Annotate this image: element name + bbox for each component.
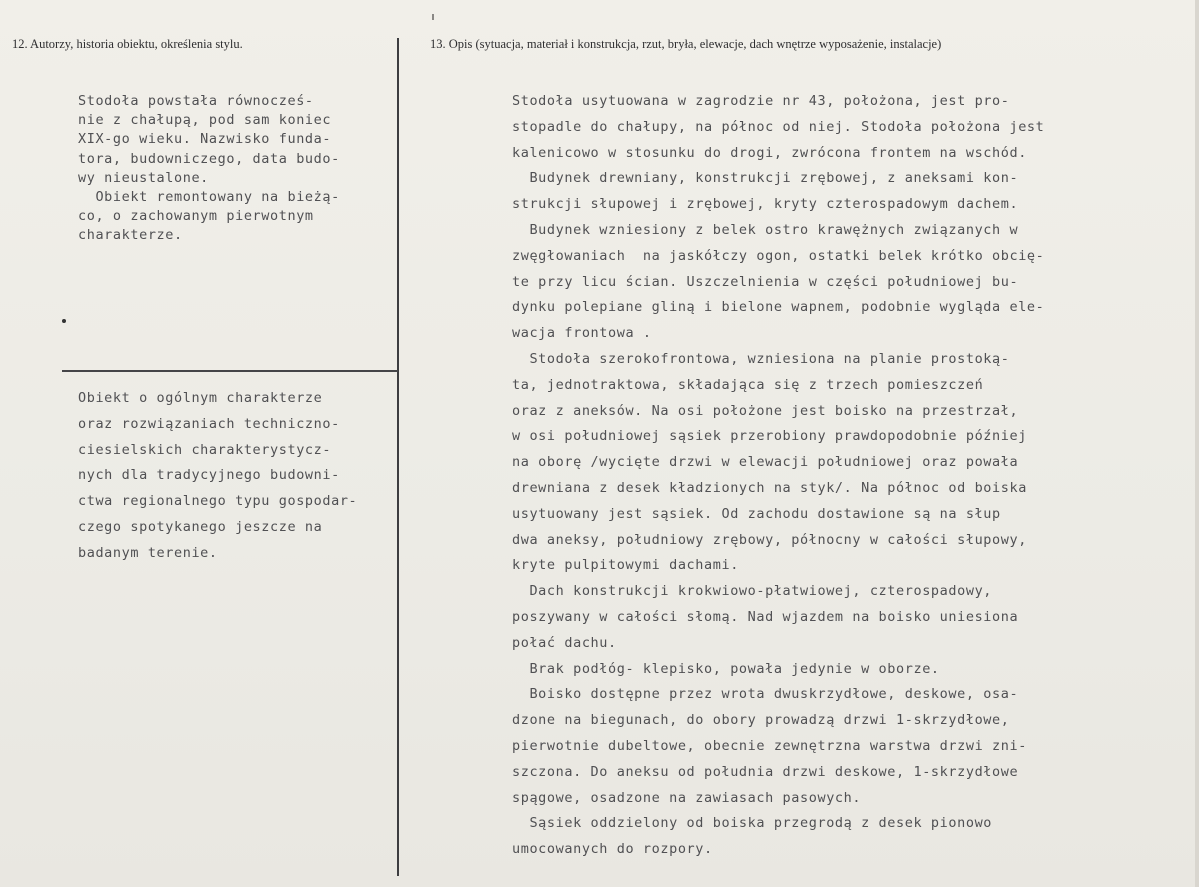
page-edge <box>1195 0 1199 887</box>
typed-line: Budynek drewniany, konstrukcji zrębowej, z aneksami kon- <box>512 170 1019 187</box>
column-divider <box>397 38 399 876</box>
typed-line: Boisko dostępne przez wrota dwuskrzydłowe, deskowe, osa- <box>512 686 1019 703</box>
typed-line: zwęgłowaniach na jaskółczy ogon, ostatki belek krótko obcię- <box>512 247 1045 264</box>
typed-line: w osi południowej sąsiek przerobiony prawdopodobnie później <box>512 428 1027 445</box>
typed-line: badanym terenie. <box>78 544 218 561</box>
typed-line: strukcji słupowej i zrębowej, kryty czterospadowym dachem. <box>512 196 1019 213</box>
typed-line: kryte pulpitowymi dachami. <box>512 557 739 574</box>
typed-line: Stodoła szerokofrontowa, wzniesiona na planie prostoką- <box>512 350 1010 367</box>
typed-line: dzone na biegunach, do obory prowadzą drzwi 1-skrzydłowe, <box>512 712 1010 729</box>
typed-line: Obiekt o ogólnym charakterze <box>78 390 323 406</box>
typed-line: ta, jednotraktowa, składająca się z trzech pomieszczeń <box>512 376 984 393</box>
typed-line: stopadle do chałupy, na północ od niej. Stodoła położona jest <box>512 118 1045 135</box>
typed-line: charakterze. <box>78 227 183 244</box>
typed-line: te przy licu ścian. Uszczelnienia w części południowej bu- <box>512 273 1019 290</box>
ink-dot <box>62 319 66 323</box>
typed-line: na oborę /wycięte drzwi w elewacji południowej oraz powała <box>512 454 1019 471</box>
typed-line: oraz rozwiązaniach techniczno- <box>78 415 340 432</box>
history-text-block <box>78 92 340 246</box>
typed-line: ctwa regionalnego typu gospodar- <box>78 493 358 510</box>
typed-line: umocowanych do rozpory. <box>512 841 713 858</box>
typed-line: pierwotnie dubeltowe, obecnie zewnętrzna warstwa drzwi zni- <box>512 737 1027 754</box>
left-section-divider <box>62 370 398 372</box>
typed-line: poszywany w całości słomą. Nad wjazdem na boisko uniesiona <box>512 608 1019 625</box>
typed-line: usytuowany jest sąsiek. Od zachodu dostawione są na słup <box>512 505 1001 522</box>
section-13-heading: 13. Opis (sytuacja, materiał i konstrukcja, rzut, bryła, elewacje, dach wnętrze wyposażenie, instalacje) <box>430 37 942 51</box>
typed-line: nie z chałupą, pod sam koniec <box>78 112 332 129</box>
typed-line: oraz z aneksów. Na osi położone jest boisko na przestrzał, <box>512 402 1019 419</box>
typed-line: nych dla tradycyjnego budowni- <box>78 467 340 484</box>
typed-line: Obiekt remontowany na bieżą- <box>78 189 340 206</box>
typed-line: Stodoła usytuowana w zagrodzie nr 43, położona, jest pro- <box>512 93 1010 109</box>
typed-line: dynku polepiane gliną i bielone wapnem, podobnie wygląda ele- <box>512 299 1045 316</box>
typed-line: wy nieustalone. <box>78 169 209 186</box>
typed-line: połać dachu. <box>512 634 617 651</box>
typed-line: XIX-go wieku. Nazwisko funda- <box>78 131 332 148</box>
section-12-heading: 12. Autorzy, historia obiektu, określenia stylu. <box>12 37 243 51</box>
paper-speck <box>432 14 434 20</box>
typed-line: ciesielskich charakterystycz- <box>78 441 332 458</box>
typed-line: dwa aneksy, południowy zrębowy, północny w całości słupowy, <box>512 531 1027 548</box>
description-text-block <box>512 89 1044 863</box>
typed-line: szczona. Do aneksu od południa drzwi deskowe, 1-skrzydłowe <box>512 763 1019 780</box>
typed-line: spągowe, osadzone na zawiasach pasowych. <box>512 789 862 806</box>
typed-line: drewniana z desek kładzionych na styk/. Na północ od boiska <box>512 479 1027 496</box>
typed-line: Stodoła powstała równocześ- <box>78 93 314 109</box>
typed-line: Budynek wzniesiony z belek ostro krawężnych związanych w <box>512 221 1019 238</box>
typed-line: czego spotykanego jeszcze na <box>78 518 323 535</box>
typed-line: tora, budowniczego, data budo- <box>78 150 340 167</box>
typed-line: Brak podłóg- klepisko, powała jedynie w oborze. <box>512 660 940 677</box>
typed-line: Dach konstrukcji krokwiowo-płatwiowej, czterospadowy, <box>512 583 993 600</box>
typed-line: co, o zachowanym pierwotnym <box>78 208 314 225</box>
style-text-block <box>78 386 357 567</box>
typed-line: Sąsiek oddzielony od boiska przegrodą z desek pionowo <box>512 815 993 832</box>
typed-line: wacja frontowa . <box>512 325 652 342</box>
typed-line: kalenicowo w stosunku do drogi, zwrócona frontem na wschód. <box>512 144 1027 161</box>
